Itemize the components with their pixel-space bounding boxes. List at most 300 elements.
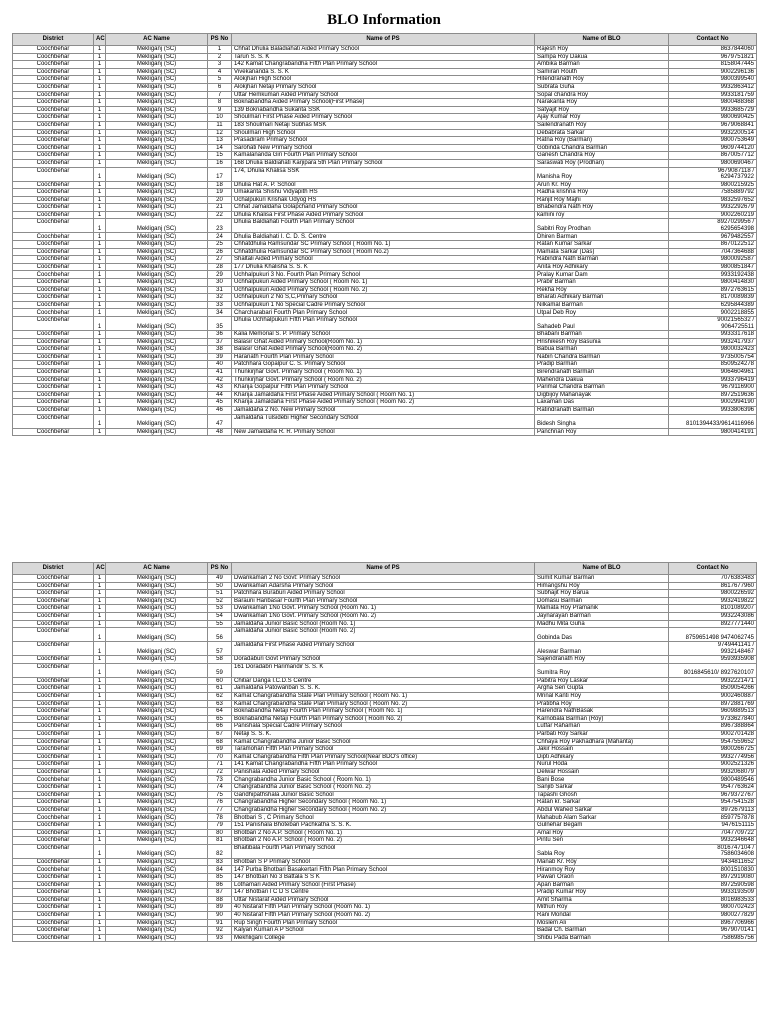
cell-ac-name: Mekliganj (SC)	[106, 286, 208, 294]
cell-ps-no: 1	[208, 46, 232, 54]
cell-contact-no: 9800399540	[669, 76, 757, 84]
cell-district: Coochbehar	[13, 144, 94, 152]
cell-blo-name: Apan Barman	[535, 881, 669, 889]
cell-ac-name: Mekliganj (SC)	[106, 620, 208, 628]
cell-ac: 1	[94, 399, 106, 407]
cell-ac-name: Mekliganj (SC)	[106, 196, 208, 204]
cell-district: Coochbehar	[13, 241, 94, 249]
cell-district: Coochbehar	[13, 889, 94, 897]
cell-ac: 1	[94, 286, 106, 294]
table-row	[13, 219, 757, 233]
cell-district: Coochbehar	[13, 628, 94, 642]
cell-district: Coochbehar	[13, 896, 94, 904]
header-contact-no: Contact No	[669, 563, 757, 575]
cell-district: Coochbehar	[13, 317, 94, 331]
cell-ps-no: 74	[208, 784, 232, 792]
cell-ps-no: 66	[208, 723, 232, 731]
table-row	[13, 858, 757, 866]
cell-contact-no: 9002156532 / 9064725511	[669, 317, 757, 331]
cell-contact-no: 9800414191	[669, 428, 757, 436]
table-row	[13, 692, 757, 700]
cell-contact-no: 9800092587	[669, 256, 757, 264]
table-row	[13, 317, 757, 331]
cell-district: Coochbehar	[13, 746, 94, 754]
cell-contact-no: 8637844060	[669, 46, 757, 54]
cell-ps-name: 183 Shoulmari Netaji Subhas MSK	[232, 121, 535, 129]
cell-district: Coochbehar	[13, 799, 94, 807]
cell-district: Coochbehar	[13, 219, 94, 233]
cell-ac-name: Mekliganj (SC)	[106, 76, 208, 84]
cell-blo-name: Samiran Routh	[535, 68, 669, 76]
cell-ac: 1	[94, 384, 106, 392]
table-row	[13, 753, 757, 761]
cell-ac-name: Mekliganj (SC)	[106, 233, 208, 241]
cell-blo-name: Hitendranath Roy	[535, 76, 669, 84]
cell-ac: 1	[94, 874, 106, 882]
cell-ac: 1	[94, 934, 106, 942]
cell-ac-name: Mekliganj (SC)	[106, 167, 208, 181]
cell-ac: 1	[94, 414, 106, 428]
cell-ps-name: Thunkirjhar Govt. Primary School ( Room No. 1)	[232, 368, 535, 376]
cell-ps-no: 20	[208, 196, 232, 204]
cell-blo-name: Hrishikesh Roy Basunia	[535, 338, 669, 346]
cell-ac-name: Mekliganj (SC)	[106, 896, 208, 904]
table-row	[13, 730, 757, 738]
cell-district: Coochbehar	[13, 331, 94, 339]
cell-ps-no: 19	[208, 189, 232, 197]
cell-contact-no: 8016983533	[669, 896, 757, 904]
cell-ps-name: Boknabandha Aided Primary School(First Phase)	[232, 99, 535, 107]
cell-ps-no: 63	[208, 700, 232, 708]
cell-contact-no: 9679070141	[669, 927, 757, 935]
cell-contact-no: 9002994190	[669, 399, 757, 407]
cell-ac-name: Mekliganj (SC)	[106, 934, 208, 942]
cell-contact-no: 9679372767	[669, 791, 757, 799]
cell-ps-no: 11	[208, 121, 232, 129]
header-ac: AC	[94, 563, 106, 575]
cell-blo-name: Ratan Kumar Sarkar	[535, 241, 669, 249]
cell-contact-no: 9932221471	[669, 677, 757, 685]
cell-ac: 1	[94, 715, 106, 723]
cell-ps-no: 37	[208, 338, 232, 346]
cell-ac-name: Mekliganj (SC)	[106, 715, 208, 723]
cell-ps-name: Chhatdhulia Ramsundar SC Primary School ( Room No.2)	[232, 248, 535, 256]
cell-ac: 1	[94, 605, 106, 613]
cell-ps-name: Dhulia Hat A. P. School	[232, 181, 535, 189]
cell-blo-name: Laxaman Das	[535, 399, 669, 407]
cell-ps-name: Jamaldaha 2 No. New Primary School	[232, 406, 535, 414]
cell-district: Coochbehar	[13, 233, 94, 241]
cell-ps-no: 3	[208, 61, 232, 69]
cell-contact-no: 9800489546	[669, 776, 757, 784]
cell-ac: 1	[94, 368, 106, 376]
cell-ps-name: Balasir Ghat Aided Primary School(Room No. 2)	[232, 346, 535, 354]
cell-ac: 1	[94, 685, 106, 693]
cell-ps-no: 87	[208, 889, 232, 897]
cell-blo-name: Sailendranath Roy	[535, 121, 669, 129]
table-row	[13, 399, 757, 407]
table-row	[13, 806, 757, 814]
cell-district: Coochbehar	[13, 881, 94, 889]
cell-ac: 1	[94, 628, 106, 642]
cell-ps-no: 65	[208, 715, 232, 723]
header-district: District	[13, 563, 94, 575]
cell-ps-no: 35	[208, 317, 232, 331]
cell-blo-name: Mahendra Dakua	[535, 376, 669, 384]
cell-ps-name: Uchhalpukuri 2 No S,C,Primary School	[232, 294, 535, 302]
cell-ac: 1	[94, 83, 106, 91]
cell-blo-name: Sabitri Roy Prodhan	[535, 219, 669, 233]
cell-district: Coochbehar	[13, 181, 94, 189]
cell-contact-no: 8509054266	[669, 685, 757, 693]
table-row	[13, 204, 757, 212]
cell-ac-name: Mekliganj (SC)	[106, 677, 208, 685]
table-row	[13, 368, 757, 376]
cell-ac: 1	[94, 738, 106, 746]
cell-ac-name: Mekliganj (SC)	[106, 91, 208, 99]
cell-ac-name: Mekliganj (SC)	[106, 590, 208, 598]
cell-ps-no: 2	[208, 53, 232, 61]
cell-ps-no: 67	[208, 730, 232, 738]
cell-ac-name: Mekliganj (SC)	[106, 919, 208, 927]
cell-blo-name: Mithun Roy	[535, 904, 669, 912]
cell-blo-name: Gulnehar Begam	[535, 822, 669, 830]
cell-district: Coochbehar	[13, 866, 94, 874]
table-row	[13, 279, 757, 287]
cell-ac-name: Mekliganj (SC)	[106, 46, 208, 54]
table-row	[13, 700, 757, 708]
cell-district: Coochbehar	[13, 927, 94, 935]
cell-ps-no: 23	[208, 219, 232, 233]
cell-ac: 1	[94, 121, 106, 129]
cell-ac: 1	[94, 642, 106, 656]
table-row	[13, 309, 757, 317]
cell-contact-no: 9476151115	[669, 822, 757, 830]
cell-blo-name: Parbati Roy Sarkar	[535, 730, 669, 738]
blo-table-2	[12, 562, 757, 942]
cell-ps-name: Kamat Changrabandha Junior Basic School	[232, 738, 535, 746]
cell-ps-name: Patchhara Gopalpur C. S. Primary School	[232, 361, 535, 369]
cell-ps-no: 31	[208, 286, 232, 294]
table-row	[13, 628, 757, 642]
cell-contact-no: 9932419822	[669, 597, 757, 605]
cell-ac-name: Mekliganj (SC)	[106, 858, 208, 866]
cell-ac: 1	[94, 353, 106, 361]
cell-ps-name: Chitiar Danga I.C.D.S Centre	[232, 677, 535, 685]
cell-ps-name: Kharija Jamaldaha First Phase Aided Primary School ( Room No. 1)	[232, 391, 535, 399]
cell-district: Coochbehar	[13, 256, 94, 264]
cell-district: Coochbehar	[13, 620, 94, 628]
cell-district: Coochbehar	[13, 911, 94, 919]
table-row	[13, 934, 757, 942]
cell-ac: 1	[94, 167, 106, 181]
cell-ac: 1	[94, 858, 106, 866]
table-row	[13, 612, 757, 620]
cell-contact-no: 9002521326	[669, 761, 757, 769]
cell-ac-name: Mekliganj (SC)	[106, 346, 208, 354]
cell-ac: 1	[94, 814, 106, 822]
cell-blo-name: Manab Kr. Roy	[535, 858, 669, 866]
cell-blo-name: Dipti Adhikary	[535, 753, 669, 761]
cell-ps-no: 42	[208, 376, 232, 384]
cell-ps-name: 141 Kamat Changrabandha Fifth Plan Primary School	[232, 761, 535, 769]
cell-ac-name: Mekliganj (SC)	[106, 656, 208, 664]
page-title: BLO Information	[327, 12, 441, 28]
cell-district: Coochbehar	[13, 406, 94, 414]
table-row	[13, 590, 757, 598]
cell-district: Coochbehar	[13, 612, 94, 620]
cell-ac: 1	[94, 597, 106, 605]
cell-ac: 1	[94, 391, 106, 399]
cell-ps-no: 84	[208, 866, 232, 874]
cell-ac-name: Mekliganj (SC)	[106, 331, 208, 339]
cell-ac-name: Mekliganj (SC)	[106, 144, 208, 152]
header-ps-no: PS No	[208, 563, 232, 575]
cell-ps-no: 69	[208, 746, 232, 754]
cell-ps-no: 25	[208, 241, 232, 249]
cell-blo-name: Domasu Barman	[535, 597, 669, 605]
cell-ps-name: New Jamaldaha R. R. Primary School	[232, 428, 535, 436]
cell-ac: 1	[94, 730, 106, 738]
cell-ps-no: 56	[208, 628, 232, 642]
cell-ps-name: Kamat Changrabandha Fifth Plan Primary School(Near BDO's office)	[232, 753, 535, 761]
table-row	[13, 263, 757, 271]
cell-contact-no: 9932292679	[669, 204, 757, 212]
cell-ps-name: Charcharabari Fourth Plan Primary School	[232, 309, 535, 317]
table-row	[13, 353, 757, 361]
cell-ps-name: 151 Panishala Bhotebari Pachkatha S. S. K.	[232, 822, 535, 830]
cell-contact-no: 9679068841	[669, 121, 757, 129]
cell-ps-name: Dwarikamari 1No Govt. Primary School (Room No. 1)	[232, 605, 535, 613]
cell-blo-name: Ambika Barman	[535, 61, 669, 69]
cell-ps-no: 40	[208, 361, 232, 369]
cell-ps-no: 62	[208, 692, 232, 700]
cell-ps-name: 40 Nistaraf Fifth Plan Primary School (Room No. 1)	[232, 904, 535, 912]
cell-ps-no: 34	[208, 309, 232, 317]
cell-ps-no: 72	[208, 768, 232, 776]
cell-district: Coochbehar	[13, 597, 94, 605]
cell-district: Coochbehar	[13, 428, 94, 436]
cell-contact-no: 8617677960	[669, 582, 757, 590]
cell-contact-no: 8967388864	[669, 723, 757, 731]
cell-ps-no: 47	[208, 414, 232, 428]
cell-contact-no: 9002460887	[669, 692, 757, 700]
cell-ac: 1	[94, 723, 106, 731]
cell-ps-no: 26	[208, 248, 232, 256]
cell-blo-name: Rekha Roy	[535, 286, 669, 294]
cell-contact-no: 9679482557	[669, 233, 757, 241]
cell-blo-name: Sajendranath Roy	[535, 656, 669, 664]
cell-contact-no: 9800702423	[669, 904, 757, 912]
cell-ps-no: 4	[208, 68, 232, 76]
cell-blo-name: Digbijoy Mahanayak	[535, 391, 669, 399]
cell-ac-name: Mekliganj (SC)	[106, 428, 208, 436]
table-row	[13, 256, 757, 264]
cell-district: Coochbehar	[13, 837, 94, 845]
cell-blo-name: Mahabub Alam Sarkar	[535, 814, 669, 822]
table-row	[13, 642, 757, 656]
cell-ac: 1	[94, 301, 106, 309]
cell-contact-no: 8670122512	[669, 241, 757, 249]
cell-ps-name: Changrabandha Higher Secondary School ( Room No. 1)	[232, 799, 535, 807]
cell-blo-name: Gobinda Das	[535, 628, 669, 642]
cell-contact-no: 9932068079	[669, 768, 757, 776]
cell-blo-name: Radha krishna Roy	[535, 189, 669, 197]
table-row	[13, 211, 757, 219]
cell-ps-name: Panishala Aided Primary School	[232, 768, 535, 776]
table-row	[13, 76, 757, 84]
cell-ps-name: Rup Singh Fourth Plan Primary School	[232, 919, 535, 927]
cell-ps-no: 48	[208, 428, 232, 436]
cell-ps-name: Dwarikamari 2 No Govt: Primary School	[232, 575, 535, 583]
cell-ac-name: Mekliganj (SC)	[106, 612, 208, 620]
cell-blo-name: Pratibha Roy	[535, 700, 669, 708]
cell-district: Coochbehar	[13, 286, 94, 294]
cell-ac: 1	[94, 700, 106, 708]
table-row	[13, 761, 757, 769]
cell-contact-no: 8670057712	[669, 152, 757, 160]
header-ac-name: AC Name	[106, 563, 208, 575]
cell-ac: 1	[94, 219, 106, 233]
cell-blo-name: Hiranmoy Roy	[535, 866, 669, 874]
cell-ac-name: Mekliganj (SC)	[106, 837, 208, 845]
cell-ps-no: 17	[208, 167, 232, 181]
cell-ac: 1	[94, 866, 106, 874]
cell-district: Coochbehar	[13, 642, 94, 656]
cell-ac-name: Mekliganj (SC)	[106, 768, 208, 776]
cell-ac: 1	[94, 896, 106, 904]
cell-blo-name: Aleswar Barman	[535, 642, 669, 656]
cell-blo-name: Tapashi Ghosh	[535, 791, 669, 799]
cell-blo-name: Ranjit Roy Majhi	[535, 196, 669, 204]
cell-ac-name: Mekliganj (SC)	[106, 806, 208, 814]
cell-district: Coochbehar	[13, 83, 94, 91]
table-row	[13, 829, 757, 837]
cell-ps-no: 10	[208, 114, 232, 122]
cell-ac-name: Mekliganj (SC)	[106, 99, 208, 107]
cell-district: Coochbehar	[13, 590, 94, 598]
table-row	[13, 294, 757, 302]
cell-contact-no: 9800488368	[669, 99, 757, 107]
cell-ac: 1	[94, 776, 106, 784]
cell-ac: 1	[94, 784, 106, 792]
cell-contact-no: 8101089207	[669, 605, 757, 613]
cell-ps-name: Kamat Changrabandha State Plan Primary School ( Room No. 1)	[232, 692, 535, 700]
table-body	[13, 575, 757, 942]
cell-ac-name: Mekliganj (SC)	[106, 294, 208, 302]
cell-ps-name: Taramohan Fifth Plan Primary School	[232, 746, 535, 754]
cell-ps-name: Kalia Memorial S. P. Primary School	[232, 331, 535, 339]
cell-ac-name: Mekliganj (SC)	[106, 301, 208, 309]
table-row	[13, 708, 757, 716]
cell-district: Coochbehar	[13, 376, 94, 384]
cell-ps-name: 177 Dhulia Khalisha S. S. K	[232, 263, 535, 271]
cell-blo-name: Ratindranath Barman	[535, 406, 669, 414]
cell-ps-no: 5	[208, 76, 232, 84]
cell-ac-name: Mekliganj (SC)	[106, 866, 208, 874]
cell-blo-name: Manisha Roy	[535, 167, 669, 181]
cell-contact-no: 9002218855	[669, 309, 757, 317]
cell-district: Coochbehar	[13, 361, 94, 369]
cell-ps-no: 30	[208, 279, 232, 287]
cell-blo-name: Lutfar Rahaman	[535, 723, 669, 731]
cell-contact-no: 9002701428	[669, 730, 757, 738]
cell-contact-no: 9933193509	[669, 889, 757, 897]
cell-ps-no: 32	[208, 294, 232, 302]
cell-ps-no: 7	[208, 91, 232, 99]
cell-contact-no: 9679751821	[669, 53, 757, 61]
cell-contact-no: 9933317618	[669, 331, 757, 339]
cell-ac-name: Mekliganj (SC)	[106, 605, 208, 613]
cell-contact-no: 8972519636	[669, 391, 757, 399]
cell-ac: 1	[94, 911, 106, 919]
cell-ac-name: Mekliganj (SC)	[106, 874, 208, 882]
cell-ac-name: Mekliganj (SC)	[106, 844, 208, 858]
table-row	[13, 406, 757, 414]
table-row	[13, 189, 757, 197]
cell-ps-no: 46	[208, 406, 232, 414]
cell-ac: 1	[94, 144, 106, 152]
cell-blo-name: Utpal Deb Roy	[535, 309, 669, 317]
cell-ac: 1	[94, 881, 106, 889]
cell-blo-name: Ratan kr. Sarkar	[535, 799, 669, 807]
cell-contact-no: 9749441141 / 9932148467	[669, 642, 757, 656]
cell-ac-name: Mekliganj (SC)	[106, 338, 208, 346]
cell-blo-name: Bani Bose	[535, 776, 669, 784]
cell-district: Coochbehar	[13, 121, 94, 129]
cell-blo-name: Sabla Roy	[535, 844, 669, 858]
table-row	[13, 91, 757, 99]
cell-ps-no: 8	[208, 99, 232, 107]
cell-contact-no: 6295844389	[669, 301, 757, 309]
cell-ac-name: Mekliganj (SC)	[106, 730, 208, 738]
header-blo-name: Name of BLO	[535, 34, 669, 46]
cell-ac-name: Mekliganj (SC)	[106, 106, 208, 114]
cell-ac: 1	[94, 106, 106, 114]
cell-district: Coochbehar	[13, 368, 94, 376]
cell-district: Coochbehar	[13, 294, 94, 302]
cell-contact-no: 9733627840	[669, 715, 757, 723]
cell-contact-no: 9932417937	[669, 338, 757, 346]
cell-district: Coochbehar	[13, 196, 94, 204]
cell-ps-name: Bhaitibala Fourth Plan Primary School	[232, 844, 535, 858]
table-row	[13, 837, 757, 845]
cell-contact-no: 8927029956 / 6295654398	[669, 219, 757, 233]
cell-district: Coochbehar	[13, 204, 94, 212]
cell-district: Coochbehar	[13, 76, 94, 84]
cell-contact-no: 7076383483	[669, 575, 757, 583]
cell-blo-name: Pintu Sen	[535, 837, 669, 845]
table-row	[13, 896, 757, 904]
cell-ac: 1	[94, 76, 106, 84]
cell-ac-name: Mekliganj (SC)	[106, 384, 208, 392]
cell-blo-name: Harendra NathBasak	[535, 708, 669, 716]
cell-ps-name: Boknabandha Netaji Fourth Plan Primary School ( Room No. 2)	[232, 715, 535, 723]
cell-ps-name: Alokjhari High School	[232, 76, 535, 84]
cell-ac-name: Mekliganj (SC)	[106, 663, 208, 677]
cell-ps-name: Jamaldaha Patowaribari S. S. K.	[232, 685, 535, 693]
cell-ps-no: 93	[208, 934, 232, 942]
cell-ps-no: 24	[208, 233, 232, 241]
cell-ps-no: 15	[208, 152, 232, 160]
cell-ac-name: Mekliganj (SC)	[106, 83, 208, 91]
cell-blo-name: Babua Barman	[535, 346, 669, 354]
cell-ps-no: 79	[208, 822, 232, 830]
cell-ac: 1	[94, 331, 106, 339]
cell-ps-name: Chhat Jamaldaha Golapchand Primary School	[232, 204, 535, 212]
table-row	[13, 919, 757, 927]
cell-district: Coochbehar	[13, 776, 94, 784]
